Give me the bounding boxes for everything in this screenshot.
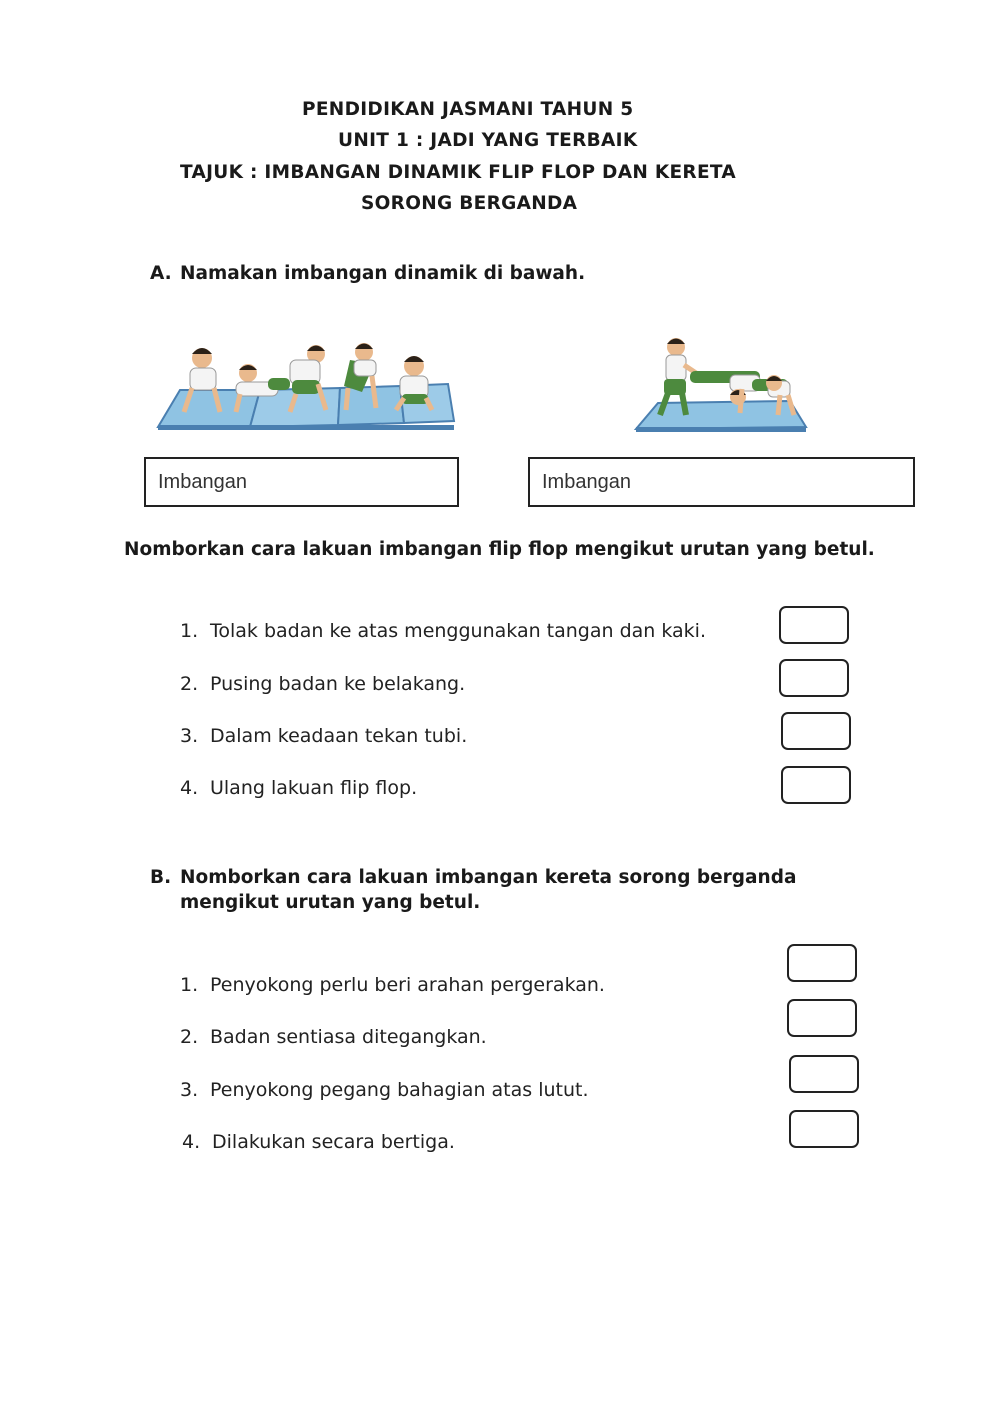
wheelbarrow-number-box-3[interactable]: [789, 1055, 859, 1093]
section-a-heading: Namakan imbangan dinamik di bawah.: [180, 263, 586, 284]
flip-flop-step-2: 2. Pusing badan ke belakang.: [180, 673, 466, 695]
section-b-heading-line1: Nomborkan cara lakuan imbangan kereta sorong berganda: [180, 867, 797, 888]
answer-box-right[interactable]: Imbangan: [528, 457, 915, 507]
wheelbarrow-number-box-2[interactable]: [787, 999, 857, 1037]
flip-flop-step-3: 3. Dalam keadaan tekan tubi.: [180, 725, 468, 747]
flip-flop-number-box-4[interactable]: [781, 766, 851, 804]
wheelbarrow-step-3: 3. Penyokong pegang bahagian atas lutut.: [180, 1079, 589, 1101]
page-title-line1: PENDIDIKAN JASMANI TAHUN 5: [302, 99, 634, 120]
wheelbarrow-step-1: 1. Penyokong perlu beri arahan pergerakan.: [180, 974, 605, 996]
wheelbarrow-number-box-1[interactable]: [787, 944, 857, 982]
wheelbarrow-step-4: 4. Dilakukan secara bertiga.: [182, 1131, 455, 1153]
wheelbarrow-step-2: 2. Badan sentiasa ditegangkan.: [180, 1026, 487, 1048]
flip-flop-number-box-2[interactable]: [779, 659, 849, 697]
page-title-line2: UNIT 1 : JADI YANG TERBAIK: [338, 130, 638, 151]
answer-box-left[interactable]: Imbangan: [144, 457, 459, 507]
flip-flop-number-box-1[interactable]: [779, 606, 849, 644]
section-b-heading-line2: mengikut urutan yang betul.: [180, 892, 481, 913]
flip-flop-illustration: [150, 330, 460, 435]
page-title-line4: SORONG BERGANDA: [361, 193, 578, 214]
wheelbarrow-number-box-4[interactable]: [789, 1110, 859, 1148]
section-b-letter: B.: [150, 867, 172, 888]
wheelbarrow-illustration: [630, 335, 815, 435]
flip-flop-step-4: 4. Ulang lakuan flip flop.: [180, 777, 418, 799]
flip-flop-order-heading: Nomborkan cara lakuan imbangan flip flop mengikut urutan yang betul.: [124, 539, 875, 560]
page-title-line3: TAJUK : IMBANGAN DINAMIK FLIP FLOP DAN KERETA: [180, 162, 737, 183]
flip-flop-step-1: 1. Tolak badan ke atas menggunakan tangan dan kaki.: [180, 620, 707, 642]
flip-flop-number-box-3[interactable]: [781, 712, 851, 750]
section-a-letter: A.: [150, 263, 172, 284]
